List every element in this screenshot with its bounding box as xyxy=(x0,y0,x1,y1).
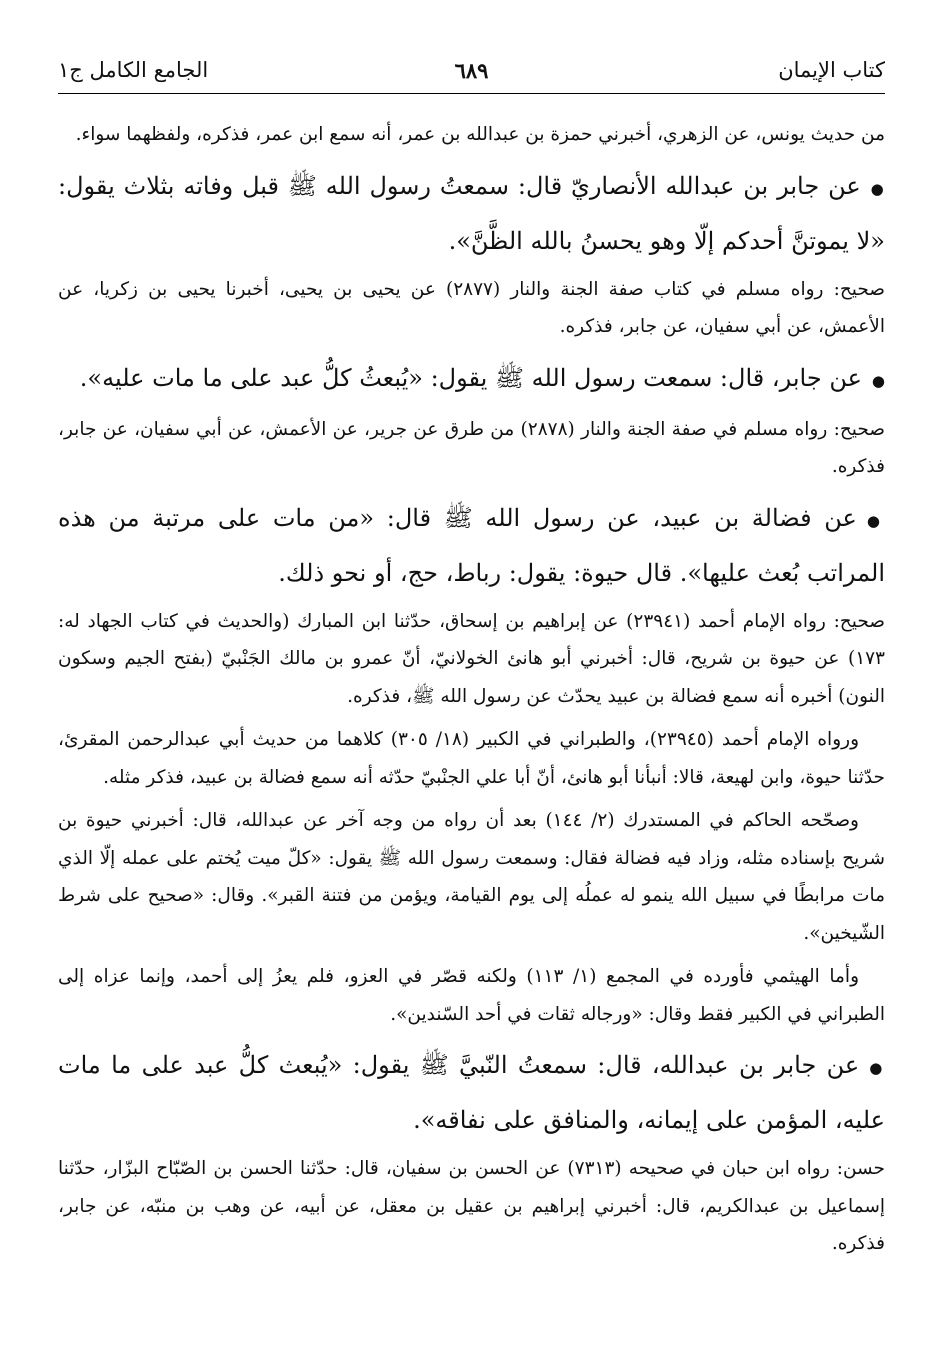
page-number: ٦٨٩ xyxy=(454,58,489,83)
header-rule xyxy=(58,93,885,94)
paragraph-text: صحيح: رواه الإمام أحمد (٢٣٩٤١) عن إبراهيم بن إسحاق، حدّثنا ابن المبارك (والحديث في كتاب الجهاد له: ١٧٣) عن حيوة بن شريح، قال: أخبرني أبو هانئ الخولانيّ، أنّ عمرو بن مالك الجَنْبيّ (بفتح الجيم وسكون النون) أخبره أنه سمع فضالة بن عبيد يحدّث عن رسول الله ﷺ، فذكره. xyxy=(58,610,885,707)
takhrij-continuation xyxy=(58,721,885,796)
paragraph-text: ورواه الإمام أحمد (٢٣٩٤٥)، والطبراني في الكبير (١٨/ ٣٠٥) كلاهما من حديث أبي عبدالرحمن المقرئ، حدّثنا حيوة، وابن لهيعة، قالا: أنبأنا أبو هانئ، أنّ أبا علي الجنْبيّ حدّثه أنه سمع فضالة بن عبيد، فذكر مثله. xyxy=(58,729,885,788)
hadith-paragraph xyxy=(58,492,885,599)
paragraph-text: وأما الهيثمي فأورده في المجمع (١/ ١١٣) ولكنه قصّر في العزو، فلم يعزُ إلى أحمد، وإنما عزاه إلى الطبراني في الكبير فقط وقال: «ورجاله ثقات في أحد السّندين». xyxy=(58,966,885,1025)
takhrij-paragraph xyxy=(58,1150,885,1263)
paragraph-text: حسن: رواه ابن حبان في صحيحه (٧٣١٣) عن الحسن بن سفيان، قال: حدّثنا الحسن بن الصّبّاح البزّار، حدّثنا إسماعيل بن عبدالكريم، قال: أخبرني إبراهيم بن عقيل بن معقل، عن أبيه، عن وهب بن منبّه، عن جابر، فذكره. xyxy=(58,1158,885,1254)
bullet-icon: ● xyxy=(870,179,886,198)
paragraph-text: عن جابر بن عبدالله، قال: سمعتُ النّبيَّ ﷺ يقول: «يُبعث كلُّ عبد على ما مات عليه، المؤمن على إيمانه، والمنافق على نفاقه». xyxy=(58,1051,885,1134)
hadith-paragraph xyxy=(58,352,885,407)
takhrij-continuation xyxy=(58,802,885,952)
paragraph-text: من حديث يونس، عن الزهري، أخبرني حمزة بن عبدالله بن عمر، أنه سمع ابن عمر، فذكره، ولفظهما سواء. xyxy=(75,124,885,145)
takhrij-paragraph xyxy=(58,411,885,486)
page-body xyxy=(58,116,885,1269)
bullet-icon: ● xyxy=(869,1059,886,1077)
takhrij-paragraph xyxy=(58,271,885,346)
running-title-collection: الجامع الكامل ج١ xyxy=(58,58,209,82)
running-title-book: كتاب الإيمان xyxy=(778,58,885,82)
takhrij-paragraph xyxy=(58,116,885,154)
paragraph-text: عن فضالة بن عبيد، عن رسول الله ﷺ قال: «من مات على مرتبة من هذه المراتب بُعث عليها». قال حيوة: يقول: رباط، حج، أو نحو ذلك. xyxy=(58,503,885,587)
hadith-paragraph xyxy=(58,1039,885,1146)
takhrij-paragraph xyxy=(58,603,885,716)
paragraph-text: عن جابر بن عبدالله الأنصاريّ قال: سمعتُ رسول الله ﷺ قبل وفاته بثلاث يقول: «لا يموتنَّ أحدكم إلّا وهو يحسنُ بالله الظَّنَّ». xyxy=(58,171,885,255)
bullet-icon: ● xyxy=(871,371,885,390)
page-header xyxy=(58,52,885,96)
paragraph-text: وصحّحه الحاكم في المستدرك (٢/ ١٤٤) بعد أن رواه من وجه آخر عن عبدالله، قال: أخبرني حيوة بن شريح بإسناده مثله، وزاد فيه فضالة فقال: وسمعت رسول الله ﷺ يقول: «كلّ ميت يُختم على عمله إلّا الذي مات مرابطًا في سبيل الله ينمو له عملُه إلى يوم القيامة، ويؤمن من فتنة القبر». وقال: «صحيح على شرط الشّيخين». xyxy=(58,810,885,944)
paragraph-text: عن جابر، قال: سمعت رسول الله ﷺ يقول: «يُبعثُ كلُّ عبد على ما مات عليه». xyxy=(79,363,862,392)
hadith-paragraph xyxy=(58,160,885,267)
takhrij-continuation xyxy=(58,958,885,1033)
paragraph-text: صحيح: رواه مسلم في كتاب صفة الجنة والنار (٢٨٧٧) عن يحيى بن يحيى، أخبرنا يحيى بن زكريا، عن الأعمش، عن أبي سفيان، عن جابر، فذكره. xyxy=(58,278,885,337)
paragraph-text: صحيح: رواه مسلم في صفة الجنة والنار (٢٨٧٨) من طرق عن جرير، عن الأعمش، عن أبي سفيان، عن جابر، فذكره. xyxy=(58,418,885,477)
bullet-icon: ● xyxy=(866,511,885,530)
